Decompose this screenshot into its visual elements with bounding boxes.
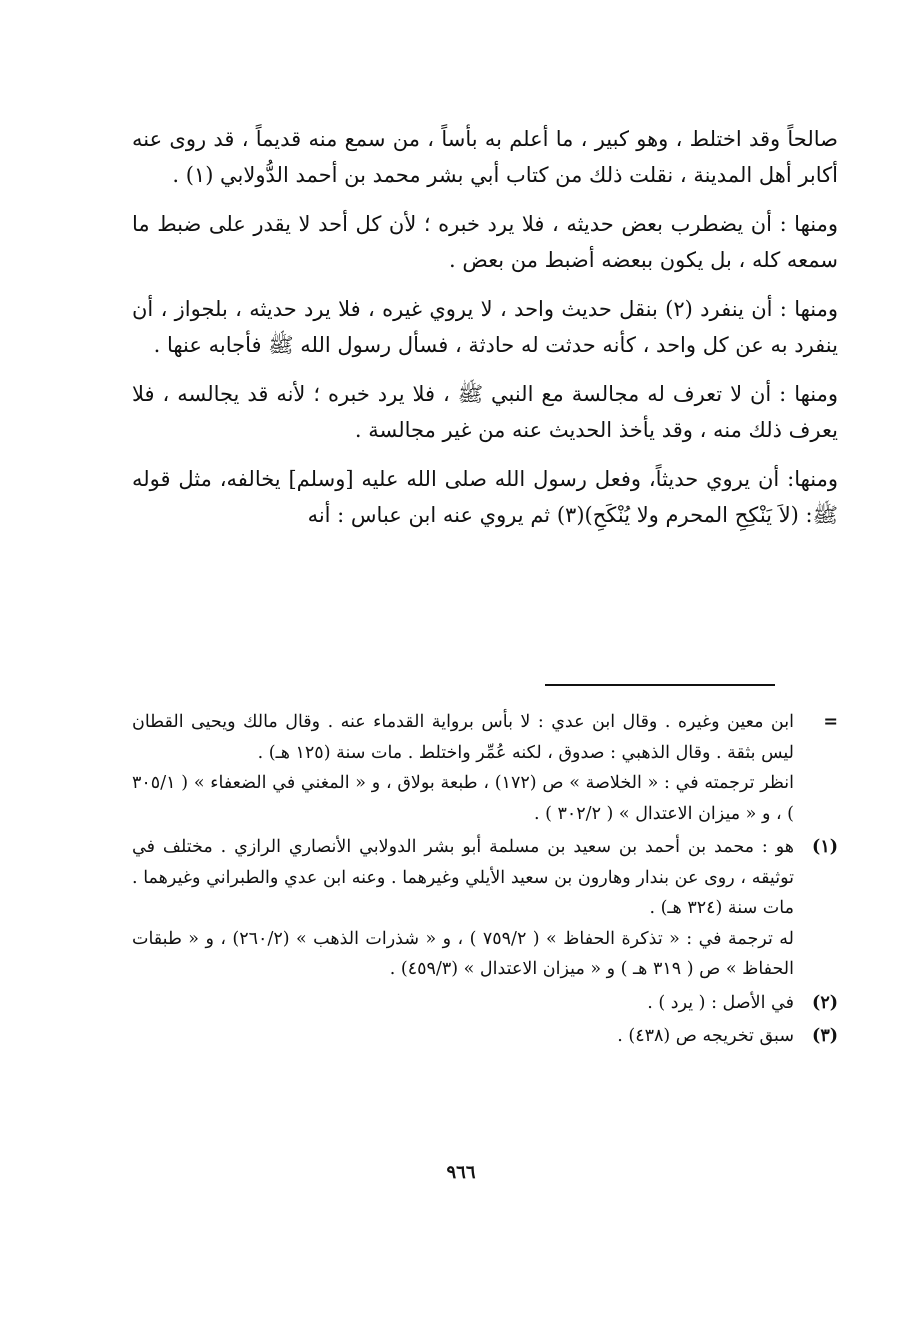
paragraph: ومنها : أن يضطرب بعض حديثه ، فلا يرد خبره ؛ لأن كل أحد لا يقدر على ضبط ما سمعه كله ، بل يكون ببعضه أضبط من بعض . [132, 212, 838, 272]
main-text [132, 122, 838, 547]
footnote-text [132, 1021, 794, 1052]
footnote-separator [545, 684, 775, 686]
footnote-line: هو : محمد بن أحمد بن سعيد بن مسلمة أبو بشر الدولابي الأنصاري الرازي . مختلف في توثيقه ، روى عن بندار وهارون بن سعيد الأيلي وغيرهما . وعنه ابن عدي والطبراني وغيرهما . مات سنة (٣٢٤ هـ) . [132, 837, 794, 918]
footnote-line: له ترجمة في : « تذكرة الحفاظ » ( ٧٥٩/٢ ) ، و « شذرات الذهب » (٢٦٠/٢) ، و « طبقات الحفاظ » ص ( ٣١٩ هـ ) و « ميزان الاعتدال » (٤٥٩/٣) . [132, 928, 794, 979]
footnote-text [132, 707, 794, 829]
footnote-text [132, 832, 794, 985]
footnote [132, 988, 838, 1019]
footnote-line: انظر ترجمته في : « الخلاصة » ص (١٧٢) ، طبعة بولاق ، و « المغني في الضعفاء » ( ٣٠٥/١ ) ، و « ميزان الاعتدال » ( ٣٠٢/٢ ) . [132, 773, 794, 824]
paragraph: ومنها: أن يروي حديثاً، وفعل رسول الله صلى الله عليه [وسلم] يخالفه، مثل قوله ﷺ: (لاَ يَنْكِحِ المحرم ولا يُنْكَحِ)(٣) ثم يروي عنه ابن عباس : أنه [132, 467, 838, 527]
page-number: ٩٦٦ [446, 1162, 476, 1183]
footnote [132, 832, 838, 985]
footnote-line: سبق تخريجه ص (٤٣٨) . [617, 1026, 794, 1046]
footnotes [132, 707, 838, 1055]
footnote-marker: (٢) [812, 992, 838, 1013]
footnote-line: ابن معين وغيره . وقال ابن عدي : لا بأس برواية القدماء عنه . وقال مالك ويحيى القطان ليس بثقة . وقال الذهبي : صدوق ، لكنه عُمِّر واختلط . مات سنة (١٢٥ هـ) . [132, 712, 794, 763]
paragraph: ومنها : أن لا تعرف له مجالسة مع النبي ﷺ ، فلا يرد خبره ؛ لأنه قد يجالسه ، فلا يعرف ذلك منه ، وقد يأخذ الحديث عنه من غير مجالسة . [132, 382, 838, 442]
paragraph: صالحاً وقد اختلط ، وهو كبير ، ما أعلم به بأساً ، من سمع منه قديماً ، قد روى عنه أكابر أهل المدينة ، نقلت ذلك من كتاب أبي بشر محمد بن أحمد الدُّولابي (١) . [132, 127, 838, 187]
footnote-marker: (٣) [812, 1026, 838, 1046]
footnote [132, 707, 838, 829]
paragraph: ومنها : أن ينفرد (٢) بنقل حديث واحد ، لا يروي غيره ، فلا يرد حديثه ، بلجواز ، أن ينفرد به عن كل واحد ، كأنه حدثت له حادثة ، فسأل رسول الله ﷺ فأجابه عنها . [132, 297, 839, 357]
footnote-marker: = [823, 712, 838, 732]
footnote-line: في الأصل : ( يرد ) . [647, 992, 794, 1013]
footnote [132, 1021, 838, 1052]
footnote-text [132, 988, 794, 1019]
footnote-marker: (١) [812, 837, 838, 857]
